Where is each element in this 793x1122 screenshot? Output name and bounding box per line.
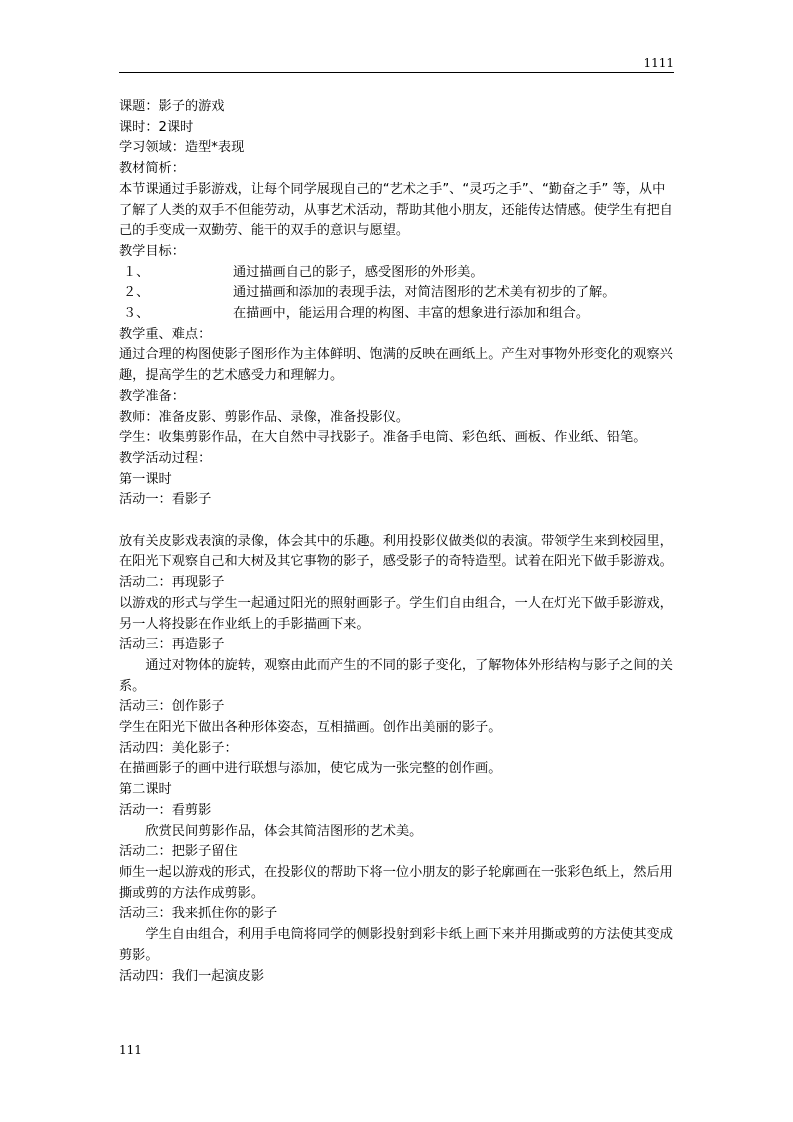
activity-heading: 活动四：我们一起演皮影: [119, 968, 265, 984]
objective-item: [119, 304, 675, 325]
activity-heading: 活动二：再现影子: [119, 575, 225, 591]
teacher-preparation: 教师：准备皮影、剪影作品、录像，准备投影仪。: [119, 409, 410, 425]
material-analysis-text: 本节课通过手影游戏，让每个同学展现自己的“艺术之手”、“灵巧之手”、“勤奋之手” 等，从中了解了人类的双手不但能劳动，从事艺术活动，帮助其他小朋友，还能传达情感。使学生有把自己的手变成一双勤劳、能干的双手的意识与愿望。: [119, 181, 673, 239]
activity-heading: 活动四：美化影子：: [119, 740, 238, 756]
heading-key-points: 教学重、难点：: [119, 326, 212, 342]
activity-text: 学生自由组合，利用手电筒将同学的侧影投射到彩卡纸上画下来并用撕或剪的方法使其变成剪影。: [119, 927, 673, 963]
objective-text: 在描画中，能运用合理的构图、丰富的想象进行添加和组合。: [233, 306, 590, 322]
lesson-title: 课题：影子的游戏: [119, 99, 225, 114]
objective-number: ２、: [123, 285, 150, 301]
activity-text: 通过对物体的旋转，观察由此而产生的不同的影子变化，了解物体外形结构与影子之间的关系。: [119, 657, 673, 694]
blank-line: [119, 511, 675, 532]
activity-heading: 活动一：看剪影: [119, 802, 212, 818]
objective-text: 通过描画和添加的表现手法，对简洁图形的艺术美有初步的了解。: [233, 285, 616, 301]
footer-page-number: 111: [119, 1043, 142, 1057]
activity-heading: 活动一：看影子: [119, 492, 212, 508]
objective-text: 通过描画自己的影子，感受图形的外形美。: [233, 264, 484, 280]
objective-number: １、: [123, 264, 150, 280]
objective-item: [119, 283, 675, 304]
heading-process: 教学活动过程：: [119, 450, 212, 466]
activity-heading: 活动二：把影子留住: [119, 844, 238, 860]
activity-heading: 活动三：我来抓住你的影子: [119, 906, 278, 922]
objective-item: [119, 263, 675, 284]
student-preparation: 学生：收集剪影作品，在大自然中寻找影子。准备手电筒、彩色纸、画板、作业纸、铅笔。: [119, 430, 647, 446]
activity-text: 学生在阳光下做出各种形体姿态，互相描画。创作出美丽的影子。: [119, 720, 502, 736]
activity-heading: 活动三：创作影子: [119, 699, 225, 715]
heading-material-analysis: 教材简析：: [119, 161, 185, 177]
key-points-text: 通过合理的构图使影子图形作为主体鲜明、饱满的反映在画纸上。产生对事物外形变化的观察兴趣，提高学生的艺术感受力和理解力。: [119, 347, 673, 384]
heading-objectives: 教学目标：: [119, 243, 185, 259]
document-body: [119, 97, 675, 987]
lesson-hours: 课时：2课时: [119, 119, 194, 135]
learning-domain: 学习领域：造型*表现: [119, 140, 245, 156]
activity-heading: 活动三：再造影子: [119, 637, 225, 653]
activity-text: 师生一起以游戏的形式，在投影仪的帮助下将一位小朋友的影子轮廓画在一张彩色纸上，然后用撕或剪的方法作成剪影。: [119, 865, 673, 901]
activity-text: 放有关皮影戏表演的录像，体会其中的乐趣。利用投影仪做类似的表演。带领学生来到校园里，在阳光下观察自己和大树及其它事物的影子，感受影子的奇特造型。试着在阳光下做手影游戏。: [119, 533, 673, 570]
activity-text: 在描画影子的画中进行联想与添加，使它成为一张完整的创作画。: [119, 761, 502, 777]
header-page-number: 1111: [643, 56, 674, 70]
header-rule: [119, 72, 674, 73]
second-lesson-heading: 第二课时: [119, 782, 172, 798]
heading-preparation: 教学准备：: [119, 388, 185, 404]
activity-text: 以游戏的形式与学生一起通过阳光的照射画影子。学生们自由组合，一人在灯光下做手影游戏，另一人将投影在作业纸上的手影描画下来。: [119, 595, 673, 632]
first-lesson-heading: 第一课时: [119, 471, 172, 487]
activity-text: 欣赏民间剪影作品，体会其简洁图形的艺术美。: [145, 823, 423, 839]
objective-number: ３、: [123, 306, 150, 322]
